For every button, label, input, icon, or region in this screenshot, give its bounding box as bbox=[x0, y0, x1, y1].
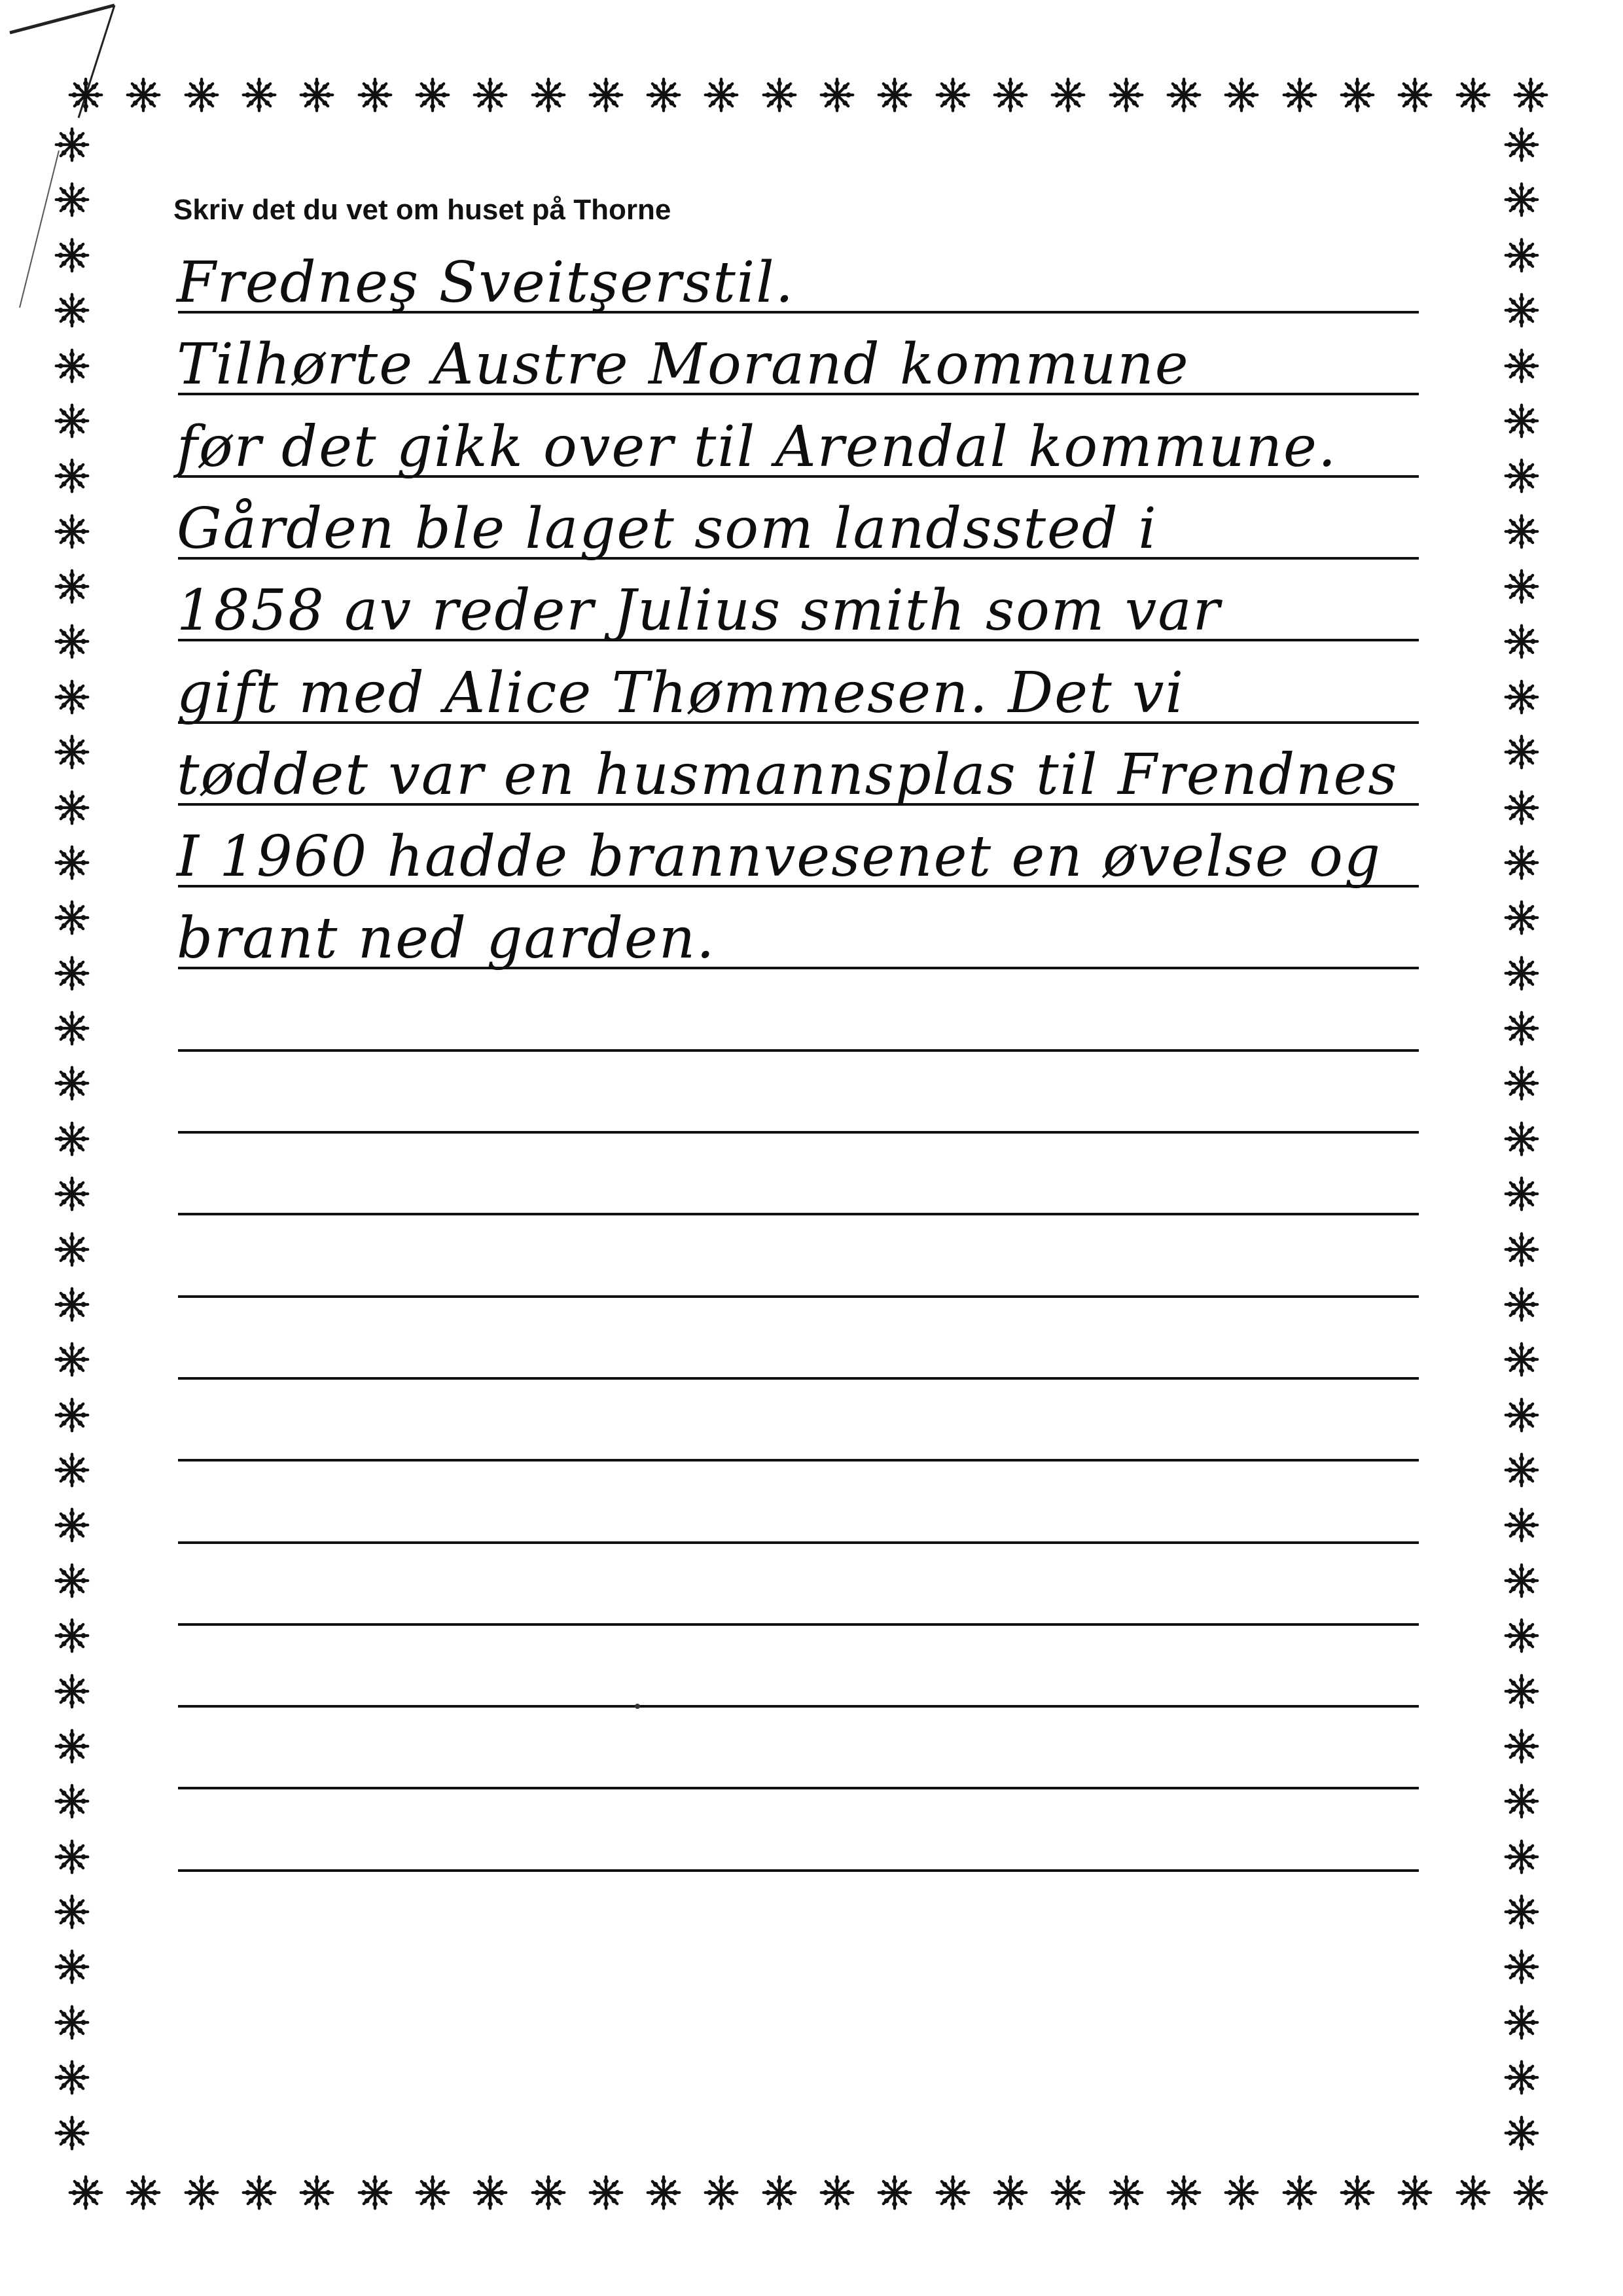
asterisk-flower-icon bbox=[52, 1063, 92, 1103]
asterisk-flower-icon bbox=[296, 75, 337, 115]
asterisk-flower-icon bbox=[52, 456, 92, 496]
asterisk-flower-icon bbox=[643, 2172, 684, 2213]
asterisk-flower-icon bbox=[586, 2172, 626, 2213]
asterisk-flower-icon bbox=[1395, 2172, 1435, 2213]
asterisk-flower-icon bbox=[1501, 1174, 1542, 1214]
asterisk-flower-icon bbox=[1501, 179, 1542, 220]
asterisk-flower-icon bbox=[1501, 456, 1542, 496]
asterisk-flower-icon bbox=[1501, 787, 1542, 828]
asterisk-flower-icon bbox=[52, 179, 92, 220]
asterisk-flower-icon bbox=[52, 1119, 92, 1159]
asterisk-flower-icon bbox=[1501, 953, 1542, 994]
asterisk-flower-icon bbox=[52, 2113, 92, 2153]
asterisk-flower-icon bbox=[933, 2172, 973, 2213]
asterisk-flower-icon bbox=[1501, 1395, 1542, 1435]
handwritten-line: før det gikk over til Arendal kommune. bbox=[177, 414, 1338, 480]
asterisk-flower-icon bbox=[1501, 1119, 1542, 1159]
handwritten-line: Tilhørte Austre Morand kommune bbox=[177, 332, 1190, 397]
asterisk-flower-icon bbox=[1279, 75, 1320, 115]
asterisk-flower-icon bbox=[1501, 1505, 1542, 1545]
handwritten-line: tøddet var en husmannsplas til Frendnes bbox=[177, 742, 1399, 808]
asterisk-flower-icon bbox=[586, 75, 626, 115]
asterisk-flower-icon bbox=[1453, 75, 1493, 115]
writing-line bbox=[178, 1049, 1419, 1052]
asterisk-flower-icon bbox=[1501, 1560, 1542, 1601]
asterisk-flower-icon bbox=[528, 2172, 569, 2213]
asterisk-flower-icon bbox=[1501, 1726, 1542, 1767]
asterisk-flower-icon bbox=[296, 2172, 337, 2213]
asterisk-flower-icon bbox=[181, 2172, 222, 2213]
asterisk-flower-icon bbox=[1453, 2172, 1493, 2213]
asterisk-flower-icon bbox=[1048, 75, 1088, 115]
worksheet-heading: Skriv det du vet om huset på Thorne bbox=[173, 194, 671, 226]
asterisk-flower-icon bbox=[1164, 75, 1204, 115]
asterisk-flower-icon bbox=[1501, 1008, 1542, 1049]
asterisk-flower-icon bbox=[1501, 235, 1542, 276]
asterisk-flower-icon bbox=[52, 566, 92, 607]
asterisk-flower-icon bbox=[52, 1395, 92, 1435]
asterisk-flower-icon bbox=[1501, 1615, 1542, 1656]
writing-line bbox=[178, 1377, 1419, 1380]
asterisk-flower-icon bbox=[52, 787, 92, 828]
asterisk-flower-icon bbox=[1501, 897, 1542, 938]
asterisk-flower-icon bbox=[52, 1560, 92, 1601]
asterisk-flower-icon bbox=[1501, 1229, 1542, 1270]
asterisk-flower-icon bbox=[1106, 75, 1147, 115]
handwritten-line: 1858 av reder Julius smith som var bbox=[177, 578, 1221, 643]
asterisk-flower-icon bbox=[52, 1284, 92, 1325]
asterisk-flower-icon bbox=[1510, 2172, 1551, 2213]
writing-line bbox=[178, 1295, 1419, 1298]
asterisk-flower-icon bbox=[1048, 2172, 1088, 2213]
asterisk-flower-icon bbox=[1501, 621, 1542, 662]
asterisk-flower-icon bbox=[1501, 1946, 1542, 1987]
asterisk-flower-icon bbox=[701, 2172, 741, 2213]
asterisk-flower-icon bbox=[1501, 2002, 1542, 2043]
handwritten-line: gift med Alice Thømmesen. Det vi bbox=[177, 660, 1185, 726]
asterisk-flower-icon bbox=[52, 401, 92, 441]
asterisk-flower-icon bbox=[759, 2172, 800, 2213]
asterisk-flower-icon bbox=[1337, 2172, 1378, 2213]
asterisk-flower-icon bbox=[52, 290, 92, 331]
asterisk-flower-icon bbox=[1395, 75, 1435, 115]
asterisk-flower-icon bbox=[1501, 1284, 1542, 1325]
border-top bbox=[65, 62, 1551, 128]
asterisk-flower-icon bbox=[52, 2057, 92, 2098]
asterisk-flower-icon bbox=[52, 2002, 92, 2043]
asterisk-flower-icon bbox=[52, 1174, 92, 1214]
asterisk-flower-icon bbox=[470, 2172, 510, 2213]
handwritten-line: Gården ble laget som landssted i bbox=[177, 496, 1158, 562]
asterisk-flower-icon bbox=[1501, 290, 1542, 331]
writing-line bbox=[178, 1213, 1419, 1215]
asterisk-flower-icon bbox=[52, 842, 92, 883]
asterisk-flower-icon bbox=[52, 124, 92, 165]
asterisk-flower-icon bbox=[52, 235, 92, 276]
asterisk-flower-icon bbox=[1501, 1837, 1542, 1877]
asterisk-flower-icon bbox=[1221, 75, 1262, 115]
asterisk-flower-icon bbox=[52, 1008, 92, 1049]
handwritten-line: brant ned garden. bbox=[177, 906, 716, 971]
asterisk-flower-icon bbox=[1106, 2172, 1147, 2213]
asterisk-flower-icon bbox=[52, 1339, 92, 1380]
asterisk-flower-icon bbox=[52, 1229, 92, 1270]
asterisk-flower-icon bbox=[52, 1781, 92, 1821]
asterisk-flower-icon bbox=[52, 1892, 92, 1932]
writing-line bbox=[178, 1705, 1419, 1708]
asterisk-flower-icon bbox=[874, 75, 915, 115]
asterisk-flower-icon bbox=[1501, 1671, 1542, 1712]
asterisk-flower-icon bbox=[990, 75, 1031, 115]
asterisk-flower-icon bbox=[412, 2172, 453, 2213]
asterisk-flower-icon bbox=[123, 75, 164, 115]
asterisk-flower-icon bbox=[1501, 677, 1542, 717]
asterisk-flower-icon bbox=[1501, 346, 1542, 386]
asterisk-flower-icon bbox=[470, 75, 510, 115]
asterisk-flower-icon bbox=[1501, 842, 1542, 883]
asterisk-flower-icon bbox=[1501, 2113, 1542, 2153]
asterisk-flower-icon bbox=[1501, 566, 1542, 607]
asterisk-flower-icon bbox=[1279, 2172, 1320, 2213]
writing-line bbox=[178, 1541, 1419, 1544]
writing-line bbox=[178, 1787, 1419, 1789]
asterisk-flower-icon bbox=[528, 75, 569, 115]
asterisk-flower-icon bbox=[52, 1837, 92, 1877]
asterisk-flower-icon bbox=[52, 511, 92, 552]
asterisk-flower-icon bbox=[643, 75, 684, 115]
asterisk-flower-icon bbox=[874, 2172, 915, 2213]
asterisk-flower-icon bbox=[817, 75, 857, 115]
asterisk-flower-icon bbox=[52, 953, 92, 994]
asterisk-flower-icon bbox=[52, 1450, 92, 1490]
asterisk-flower-icon bbox=[1337, 75, 1378, 115]
handwritten-line: I 1960 hadde brannvesenet en øvelse og bbox=[177, 824, 1382, 889]
asterisk-flower-icon bbox=[412, 75, 453, 115]
asterisk-flower-icon bbox=[1501, 1339, 1542, 1380]
asterisk-flower-icon bbox=[1501, 1892, 1542, 1932]
asterisk-flower-icon bbox=[239, 2172, 279, 2213]
writing-line bbox=[178, 1623, 1419, 1626]
asterisk-flower-icon bbox=[123, 2172, 164, 2213]
asterisk-flower-icon bbox=[1501, 124, 1542, 165]
asterisk-flower-icon bbox=[933, 75, 973, 115]
writing-line bbox=[178, 1869, 1419, 1872]
asterisk-flower-icon bbox=[52, 1671, 92, 1712]
asterisk-flower-icon bbox=[239, 75, 279, 115]
asterisk-flower-icon bbox=[1501, 2057, 1542, 2098]
border-right bbox=[1489, 124, 1554, 2153]
asterisk-flower-icon bbox=[1501, 1063, 1542, 1103]
asterisk-flower-icon bbox=[52, 1615, 92, 1656]
asterisk-flower-icon bbox=[52, 346, 92, 386]
asterisk-flower-icon bbox=[52, 1726, 92, 1767]
writing-line bbox=[178, 1131, 1419, 1134]
asterisk-flower-icon bbox=[181, 75, 222, 115]
stray-ink-dot bbox=[635, 1704, 640, 1709]
asterisk-flower-icon bbox=[1164, 2172, 1204, 2213]
asterisk-flower-icon bbox=[1501, 511, 1542, 552]
writing-line bbox=[178, 1459, 1419, 1462]
asterisk-flower-icon bbox=[355, 75, 395, 115]
border-left bbox=[39, 124, 105, 2153]
asterisk-flower-icon bbox=[1501, 732, 1542, 772]
asterisk-flower-icon bbox=[65, 75, 106, 115]
asterisk-flower-icon bbox=[52, 677, 92, 717]
asterisk-flower-icon bbox=[52, 897, 92, 938]
asterisk-flower-icon bbox=[1501, 1781, 1542, 1821]
asterisk-flower-icon bbox=[759, 75, 800, 115]
handwritten-line: Fredneş Sveitşerstil. bbox=[177, 250, 795, 315]
asterisk-flower-icon bbox=[52, 1946, 92, 1987]
asterisk-flower-icon bbox=[817, 2172, 857, 2213]
border-bottom bbox=[65, 2160, 1551, 2225]
asterisk-flower-icon bbox=[1501, 401, 1542, 441]
asterisk-flower-icon bbox=[701, 75, 741, 115]
asterisk-flower-icon bbox=[52, 621, 92, 662]
asterisk-flower-icon bbox=[990, 2172, 1031, 2213]
asterisk-flower-icon bbox=[1221, 2172, 1262, 2213]
asterisk-flower-icon bbox=[1501, 1450, 1542, 1490]
asterisk-flower-icon bbox=[52, 732, 92, 772]
asterisk-flower-icon bbox=[65, 2172, 106, 2213]
asterisk-flower-icon bbox=[355, 2172, 395, 2213]
asterisk-flower-icon bbox=[1510, 75, 1551, 115]
asterisk-flower-icon bbox=[52, 1505, 92, 1545]
